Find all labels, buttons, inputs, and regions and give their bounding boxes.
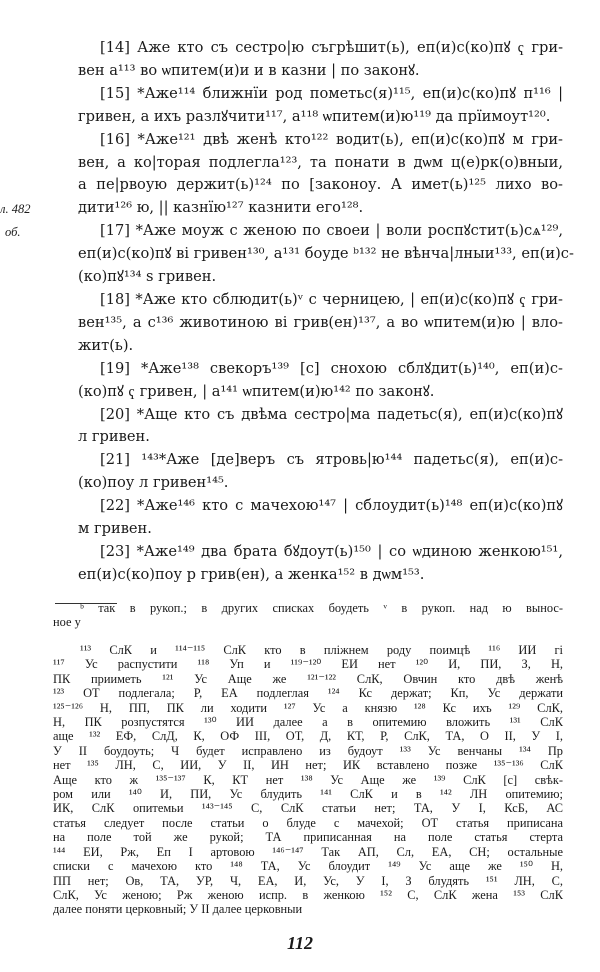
text-line: [15] *Аже¹¹⁴ ближнїи род пометьс(я)¹¹⁵, еп(и)с(ко)пꙋ п¹¹⁶ | (100, 84, 563, 102)
footnote-line: Н, ПК розпустятся ¹³⁰ ИИ далее а в опитемию вложить ¹³¹ СлК (53, 715, 563, 730)
footnote-line: ПП нет; Ов, ТА, УР, Ч, ЕА, И, Ус, У I, З блудять ¹⁵¹ ЛН, С, (53, 873, 563, 888)
article-paragraph (78, 358, 563, 404)
article-paragraph (78, 37, 563, 83)
footnote-line: на поле той же рукой; ТА приписанная на поле статья стерта (53, 830, 563, 845)
article-paragraph (78, 495, 563, 541)
text-line: (ко)пꙋ ҁ гривен, | а¹⁴¹ ѡпитем(и)ю¹⁴² по законꙋ. (78, 382, 435, 400)
footnote-line: ПК прииметь ¹²¹ Ус Аще же ¹²¹⁻¹²² СлК, Овчин кто двѣ женѣ (53, 671, 563, 686)
main-text (78, 37, 574, 587)
text-line: [17] *Аже моуж с женою по своеи | воли роспꙋстит(ь)сѧ¹²⁹, (100, 222, 563, 240)
footnote-line: ИК, СлК опитемьи ¹⁴³⁻¹⁴⁵ С, СлК статьи нет; ТА, У I, КсБ, АС (53, 801, 563, 816)
text-line: жит(ь). (78, 336, 134, 354)
article-paragraph (78, 541, 563, 587)
footnote-line: СлК, Ус женою; Рж женою испр. в женкою ¹⁵² С, СлК жена ¹⁵³ СлК (53, 887, 563, 902)
text-line: [19] *Аже¹³⁸ свекоръ¹³⁹ [с] снохою сблꙋдит(ь)¹⁴⁰, еп(и)с- (100, 359, 563, 377)
text-line: вен¹³⁵, а с¹³⁶ животиною ві грив(ен)¹³⁷, а во ѡпитем(и)ю | вло- (78, 313, 563, 331)
footnote-line: ¹¹⁷ Ус распустити ¹¹⁸ Уп и ¹¹⁹⁻¹²⁰ ЕИ нет ¹²⁰ И, ПИ, З, Н, (53, 657, 563, 672)
article-paragraph (78, 220, 574, 289)
text-line: вен, а ко|торая подлегла¹²³, та понати в дѡм ц(е)рк(о)вныи, (78, 153, 563, 171)
margin-folio: л. 482 (0, 202, 31, 216)
footnote-line: ¹⁴⁴ ЕИ, Рж, Еп I артовою ¹⁴⁶⁻¹⁴⁷ Так АП, Сл, ЕА, СН; остальные (53, 844, 563, 859)
text-line: [16] *Аже¹²¹ двѣ женѣ кто¹²² водит(ь), еп(и)с(ко)пꙋ м гри- (100, 130, 563, 148)
footnotes-letters (53, 601, 563, 630)
footnote-line: ¹¹³ СлК и ¹¹⁴⁻¹¹⁵ СлК кто в пліжнем роду поимцѣ ¹¹⁶ ИИ гі (80, 643, 563, 657)
article-paragraph (78, 83, 563, 129)
text-line: а пе|рвоую держит(ь)¹²⁴ по [законоу. А имет(ь)¹²⁵ лихо во- (78, 176, 563, 194)
footnote-line: Аще кто ж ¹³⁵⁻¹³⁷ К, КТ нет ¹³⁸ Ус Аще же ¹³⁹ СлК [с] свѣк- (53, 772, 563, 787)
text-line: л гривен. (78, 428, 150, 446)
article-paragraph (78, 449, 563, 495)
text-line: (ко)пꙋ¹³⁴ ѕ гривен. (78, 268, 217, 286)
text-line: [21] ¹⁴³*Аже [де]веръ съ ятровь|ю¹⁴⁴ падетьс(я), еп(и)с- (100, 451, 563, 469)
text-line: дити¹²⁶ ю, || казнїю¹²⁷ казнити его¹²⁸. (78, 199, 364, 217)
page-number: 112 (286, 933, 313, 953)
text-line: еп(и)с(ко)пꙋ ві гривен¹³⁰, а¹³¹ боуде ᵇ¹³² не вѣнча|лныи¹³³, еп(и)с- (78, 245, 574, 263)
text-line: еп(и)с(ко)поу р грив(ен), а женка¹⁵² в дѡм¹⁵³. (78, 565, 425, 583)
article-paragraph (78, 404, 563, 450)
article-paragraph (78, 289, 563, 358)
footnote-line: списки с мачехою кто ¹⁴⁸ ТА, Ус блоудит ¹⁴⁹ Ус аще же ¹⁵⁰ Н, (53, 859, 563, 874)
footnote-line: статья следует после статьи о блуде с мачехой; ОТ статья приписана (53, 815, 563, 830)
footnote-line: У II боудоуть; Ч будет исправлено из будоут ¹³³ Ус венчаны ¹³⁴ Пр (53, 743, 563, 758)
footnote-line: нет ¹³⁵ ЛН, С, ИИ, У II, ИН нет; ИК вставлено позже ¹³⁵⁻¹³⁶ СлК (53, 758, 563, 773)
footnote-line: ром или ¹⁴⁰ И, ПИ, Ус блудить ¹⁴¹ СлК и в ¹⁴² ЛН опитемию; (53, 787, 563, 802)
footnote-line: ¹²⁵⁻¹²⁶ Н, ПП, ПК ли ходити ¹²⁷ Ус а князю ¹²⁸ Кс ихъ ¹²⁹ СлК, (53, 700, 563, 715)
text-line: (ко)поу л гривен¹⁴⁵. (78, 474, 229, 492)
text-line: [22] *Аже¹⁴⁶ кто с мачехою¹⁴⁷ | сблоудит(ь)¹⁴⁸ еп(и)с(ко)пꙋ (100, 497, 563, 515)
footnote-line: далее поняти церковный; У II далее церковныи (53, 902, 303, 917)
article-paragraph (78, 129, 563, 221)
margin-note (0, 198, 30, 244)
text-line: гривен, а ихъ разлꙋчити¹¹⁷, а¹¹⁸ ѡпитем(и)ю¹¹⁹ да прїимоут¹²⁰. (78, 107, 551, 125)
footnote-line: аще ¹³² ЕФ, СлД, К, ОФ III, ОТ, Д, КТ, Р, СлК, ТА, О II, У I, (53, 729, 563, 744)
margin-side: об. (5, 224, 21, 239)
footnote-line: ᵇ так в рукоп.; в других списках боудеть ᵛ в рукоп. над ю вынос- (80, 601, 563, 615)
text-line: [18] *Аже кто сблюдит(ь)ᵛ с черницею, | еп(и)с(ко)пꙋ ҁ гри- (100, 290, 563, 308)
text-line: [23] *Аже¹⁴⁹ два брата бꙋдоут(ь)¹⁵⁰ | со ѡдиною женкою¹⁵¹, (100, 542, 563, 560)
footnote-line: ное у (53, 615, 81, 630)
text-line: вен а¹¹³ во ѡпитем(и)и и в казни | по законꙋ. (78, 61, 420, 79)
footnote-line: ¹²³ ОТ подлегала; Р, ЕА подлеглая ¹²⁴ Кс держат; Кп, Ус держати (53, 686, 563, 701)
text-line: [14] Аже кто съ сестро|ю съгрѣшит(ь), еп(и)с(ко)пꙋ ҁ гри- (100, 39, 563, 56)
text-line: [20] *Аще кто съ двѣма сестро|ма падетьс(я), еп(и)с(ко)пꙋ (100, 405, 563, 423)
text-line: м гривен. (78, 520, 152, 538)
footnotes-numbered (53, 643, 563, 917)
